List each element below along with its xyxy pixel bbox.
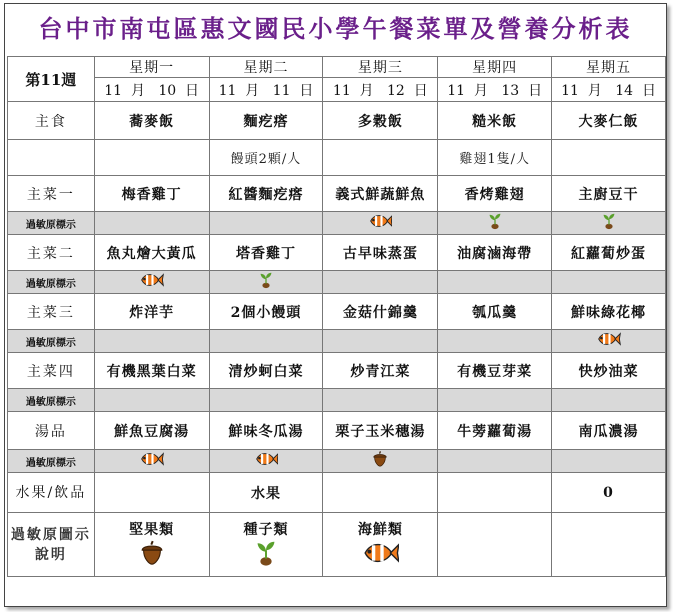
fish-icon bbox=[361, 539, 399, 571]
seed-icon bbox=[486, 212, 504, 234]
allergy-cell bbox=[552, 212, 666, 235]
dish-cell: 多穀飯 bbox=[323, 102, 438, 140]
seed-icon bbox=[257, 271, 275, 293]
dish-cell: 大麥仁飯 bbox=[552, 102, 666, 140]
legend-item-label: 堅果類 bbox=[129, 521, 175, 538]
note-cell bbox=[552, 140, 666, 176]
allergy-cell bbox=[323, 330, 438, 353]
day-name: 星期二 bbox=[209, 57, 323, 78]
row-label: 主菜二 bbox=[8, 235, 95, 271]
legend-cell bbox=[323, 513, 438, 577]
row-label: 主菜三 bbox=[8, 294, 95, 330]
dish-cell: 快炒油菜 bbox=[552, 353, 666, 389]
dish-cell: 牛蒡蘿蔔湯 bbox=[438, 412, 552, 450]
row-label: 水果/飲品 bbox=[8, 473, 95, 513]
dish-cell: 清炒蚵白菜 bbox=[209, 353, 323, 389]
legend-empty bbox=[438, 513, 552, 577]
dish-cell: 主廚豆干 bbox=[552, 176, 666, 212]
allergy-cell bbox=[209, 330, 323, 353]
allergy-cell bbox=[94, 212, 209, 235]
dish-cell: 炸洋芋 bbox=[94, 294, 209, 330]
seed-icon bbox=[252, 539, 280, 571]
allergy-cell bbox=[552, 330, 666, 353]
fruit-row bbox=[8, 473, 666, 513]
date-cell: 11 月 12 日 bbox=[323, 78, 438, 102]
legend-cell bbox=[209, 513, 323, 577]
seed-icon bbox=[600, 212, 618, 234]
legend-cell bbox=[94, 513, 209, 577]
dish-cell: 2個小饅頭 bbox=[209, 294, 323, 330]
row-label: 主菜四 bbox=[8, 353, 95, 389]
allergy-label: 過敏原標示 bbox=[8, 450, 95, 473]
allergy-cell bbox=[209, 389, 323, 412]
allergy-cell bbox=[438, 212, 552, 235]
allergy-cell bbox=[209, 450, 323, 473]
allergy-cell bbox=[209, 271, 323, 294]
dish-cell bbox=[438, 473, 552, 513]
dish-cell: 魚丸燴大黃瓜 bbox=[94, 235, 209, 271]
row-label-empty bbox=[8, 140, 95, 176]
allergy-row bbox=[8, 450, 666, 473]
day-name: 星期一 bbox=[94, 57, 209, 78]
fish-icon bbox=[139, 450, 163, 472]
dish-cell: 栗子玉米穗湯 bbox=[323, 412, 438, 450]
nut-icon bbox=[138, 539, 166, 571]
date-row bbox=[8, 78, 666, 102]
date-cell: 11 月 10 日 bbox=[94, 78, 209, 102]
dish-cell: 金菇什錦羹 bbox=[323, 294, 438, 330]
fish-icon bbox=[254, 450, 278, 472]
dish-cell: 梅香雞丁 bbox=[94, 176, 209, 212]
dish-cell: 有機豆芽菜 bbox=[438, 353, 552, 389]
note-cell bbox=[323, 140, 438, 176]
date-cell: 11 月 11 日 bbox=[209, 78, 323, 102]
legend-item-icon bbox=[210, 539, 323, 571]
allergy-cell bbox=[552, 271, 666, 294]
dish-cell: 炒青江菜 bbox=[323, 353, 438, 389]
note-row bbox=[8, 140, 666, 176]
day-name: 星期四 bbox=[438, 57, 552, 78]
note-cell: 饅頭2顆/人 bbox=[209, 140, 323, 176]
page-title: 台中市南屯區惠文國民小學午餐菜單及營養分析表 bbox=[38, 14, 633, 43]
nut-icon bbox=[371, 450, 389, 472]
allergy-cell bbox=[552, 450, 666, 473]
allergy-cell bbox=[94, 330, 209, 353]
dish-cell: 紅醬麵疙瘩 bbox=[209, 176, 323, 212]
date-cell: 11 月 13 日 bbox=[438, 78, 552, 102]
dish-cell: 紅蘿蔔炒蛋 bbox=[552, 235, 666, 271]
allergy-row bbox=[8, 330, 666, 353]
main4-row bbox=[8, 353, 666, 389]
allergy-cell bbox=[94, 389, 209, 412]
dish-cell: 古早味蒸蛋 bbox=[323, 235, 438, 271]
allergy-cell bbox=[438, 450, 552, 473]
allergy-label: 過敏原標示 bbox=[8, 389, 95, 412]
dish-cell: 義式鮮蔬鮮魚 bbox=[323, 176, 438, 212]
row-label: 主食 bbox=[8, 102, 95, 140]
date-cell: 11 月 14 日 bbox=[552, 78, 666, 102]
allergy-cell bbox=[94, 271, 209, 294]
row-label: 主菜一 bbox=[8, 176, 95, 212]
main1-row bbox=[8, 176, 666, 212]
dish-cell: 瓠瓜羹 bbox=[438, 294, 552, 330]
dish-cell: 南瓜濃湯 bbox=[552, 412, 666, 450]
dish-cell: 水果 bbox=[209, 473, 323, 513]
legend-item-label: 海鮮類 bbox=[357, 521, 403, 538]
dish-cell: 蕎麥飯 bbox=[94, 102, 209, 140]
legend-item-label: 種子類 bbox=[243, 521, 289, 538]
allergy-row bbox=[8, 271, 666, 294]
legend-item-icon bbox=[95, 539, 209, 571]
row-label: 湯品 bbox=[8, 412, 95, 450]
staple-row bbox=[8, 102, 666, 140]
note-cell bbox=[94, 140, 209, 176]
legend-row bbox=[8, 513, 666, 577]
note-cell: 雞翅1隻/人 bbox=[438, 140, 552, 176]
week-label: 第11週 bbox=[8, 57, 95, 102]
allergy-cell bbox=[209, 212, 323, 235]
allergy-label: 過敏原標示 bbox=[8, 212, 95, 235]
dish-cell bbox=[94, 473, 209, 513]
dish-cell bbox=[323, 473, 438, 513]
day-name: 星期五 bbox=[552, 57, 666, 78]
dish-cell: 塔香雞丁 bbox=[209, 235, 323, 271]
allergy-cell bbox=[323, 271, 438, 294]
main3-row bbox=[8, 294, 666, 330]
fish-icon bbox=[368, 212, 392, 234]
fish-icon bbox=[139, 271, 163, 293]
legend-label: 過敏原圖示說明 bbox=[8, 513, 95, 577]
allergy-label: 過敏原標示 bbox=[8, 330, 95, 353]
legend-item-icon bbox=[323, 539, 437, 571]
fish-icon bbox=[596, 330, 620, 352]
dish-cell: 糙米飯 bbox=[438, 102, 552, 140]
dish-cell: 鮮魚豆腐湯 bbox=[94, 412, 209, 450]
allergy-cell bbox=[438, 330, 552, 353]
allergy-cell bbox=[438, 389, 552, 412]
allergy-cell bbox=[323, 212, 438, 235]
day-name: 星期三 bbox=[323, 57, 438, 78]
soup-row bbox=[8, 412, 666, 450]
allergy-cell bbox=[94, 450, 209, 473]
dish-cell: 麵疙瘩 bbox=[209, 102, 323, 140]
allergy-row bbox=[8, 212, 666, 235]
allergy-label: 過敏原標示 bbox=[8, 271, 95, 294]
dish-cell: 油腐滷海帶 bbox=[438, 235, 552, 271]
dish-cell: 0 bbox=[552, 473, 666, 513]
menu-sheet bbox=[4, 3, 667, 607]
allergy-cell bbox=[323, 450, 438, 473]
allergy-row bbox=[8, 389, 666, 412]
dish-cell: 鮮味冬瓜湯 bbox=[209, 412, 323, 450]
dish-cell: 有機黑葉白菜 bbox=[94, 353, 209, 389]
allergy-cell bbox=[438, 271, 552, 294]
allergy-cell bbox=[552, 389, 666, 412]
menu-table bbox=[7, 56, 666, 577]
main2-row bbox=[8, 235, 666, 271]
dish-cell: 鮮味綠花椰 bbox=[552, 294, 666, 330]
dish-cell: 香烤雞翅 bbox=[438, 176, 552, 212]
legend-empty bbox=[552, 513, 666, 577]
allergy-cell bbox=[323, 389, 438, 412]
day-header-row bbox=[8, 57, 666, 78]
